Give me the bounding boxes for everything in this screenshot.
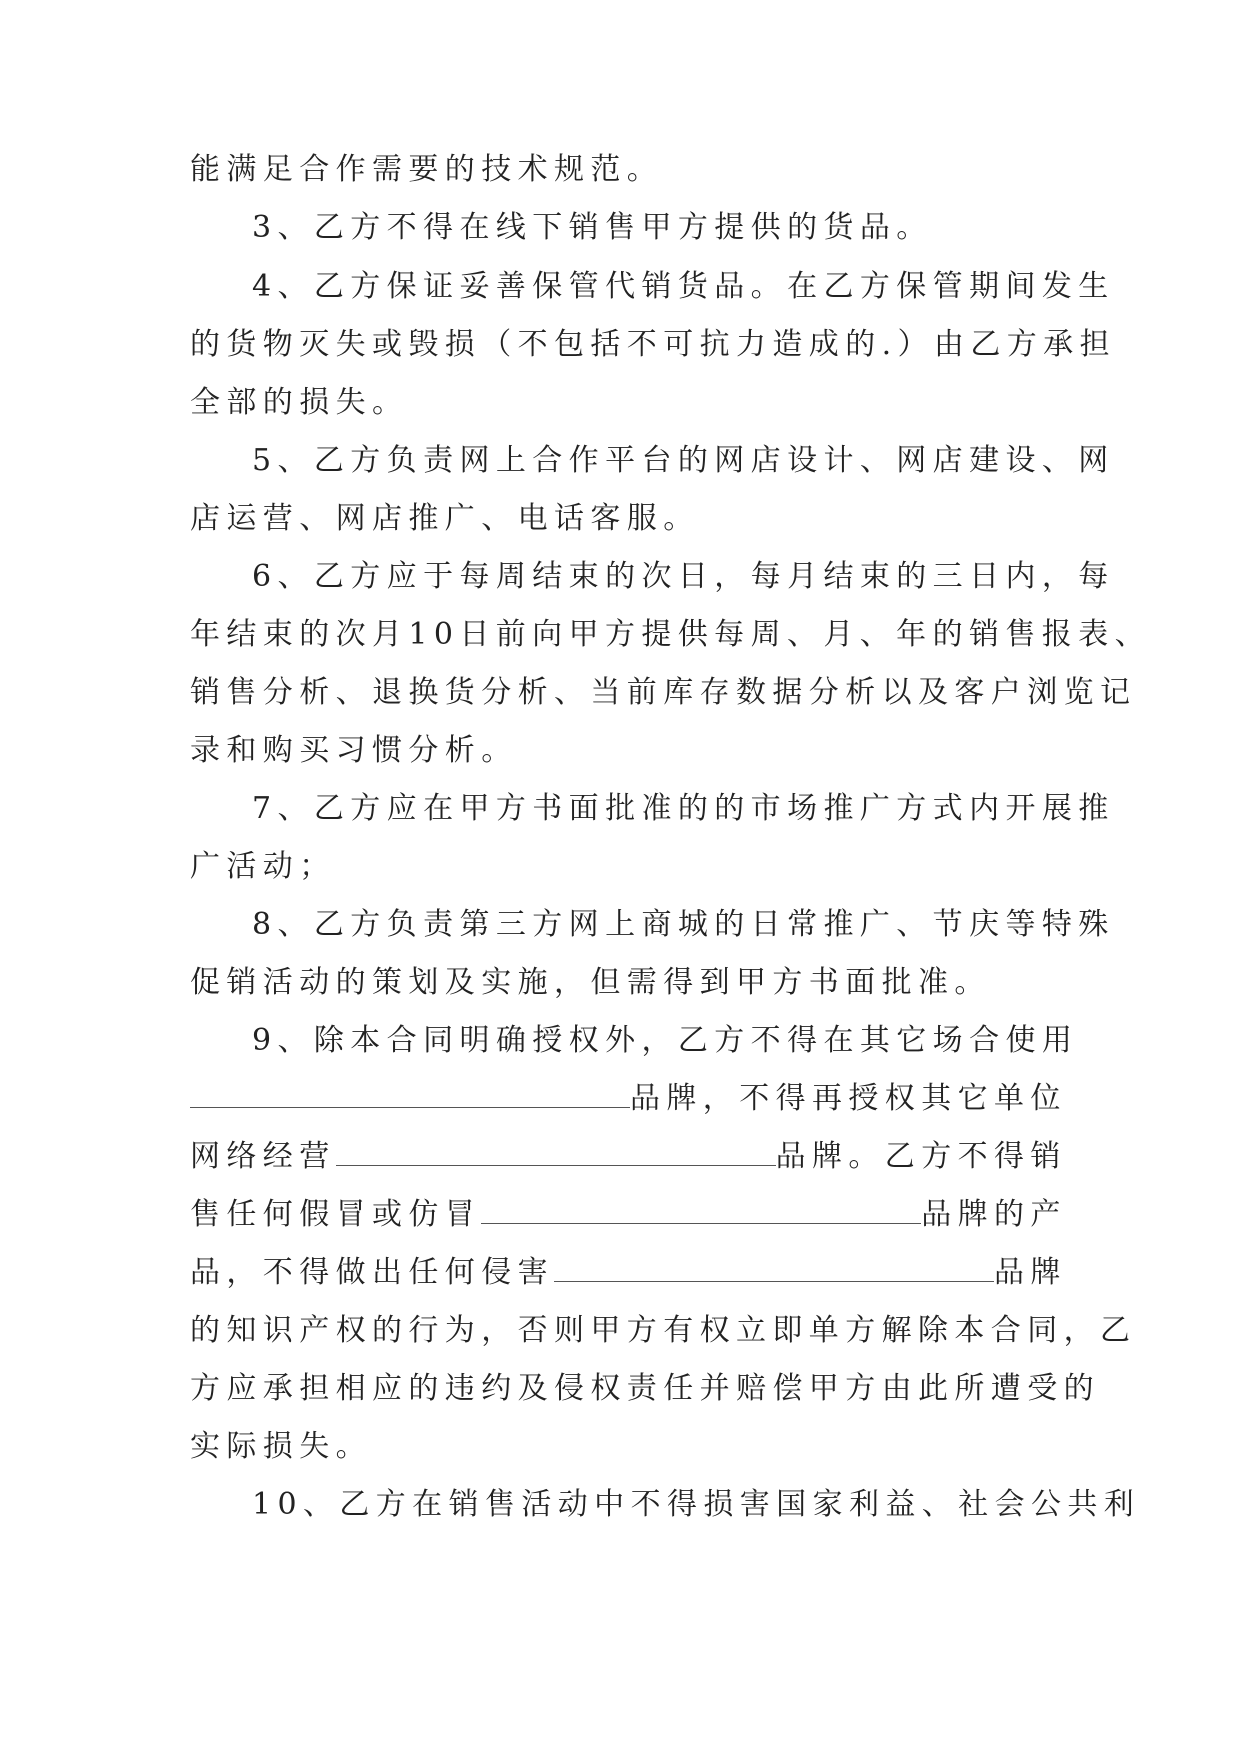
text-line-19: [190, 1197, 1067, 1233]
text-line-14: 8、乙方负责第三方网上商城的日常推广、节庆等特殊: [252, 907, 1115, 942]
text-line-10: 销售分析、退换货分析、当前库存数据分析以及客户浏览记: [190, 675, 1137, 710]
text-line-18: [190, 1139, 1067, 1175]
line-text-before: 售任何假冒或仿冒: [190, 1197, 482, 1232]
line-text-after: 品牌，不得再授权其它单位: [630, 1081, 1067, 1116]
text-line-20: [190, 1255, 1067, 1291]
fill-in-blank: [554, 1255, 994, 1282]
text-line-24: 10、乙方在销售活动中不得损害国家利益、社会公共利: [252, 1487, 1141, 1522]
text-line-2: 3、乙方不得在线下销售甲方提供的货品。: [252, 210, 933, 245]
line-text-before: 品，不得做出任何侵害: [190, 1255, 554, 1290]
line-text-after: 品牌的产: [921, 1197, 1067, 1232]
text-line-11: 录和购买习惯分析。: [190, 733, 518, 768]
text-line-22: 方应承担相应的违约及侵权责任并赔偿甲方由此所遭受的: [190, 1371, 1100, 1406]
text-line-16: 9、除本合同明确授权外，乙方不得在其它场合使用: [252, 1023, 1079, 1058]
text-line-9: 年结束的次月10日前向甲方提供每周、月、年的销售报表、: [190, 617, 1151, 652]
text-line-17: [190, 1081, 1067, 1117]
line-text-before: 网络经营: [190, 1139, 336, 1174]
text-line-7: 店运营、网店推广、电话客服。: [190, 501, 700, 536]
line-text-after: 品牌: [994, 1255, 1067, 1290]
text-line-23: 实际损失。: [190, 1429, 372, 1464]
text-line-5: 全部的损失。: [190, 385, 409, 420]
fill-in-blank: [481, 1197, 921, 1224]
text-line-1: 能满足合作需要的技术规范。: [190, 152, 664, 187]
fill-in-blank: [336, 1139, 776, 1166]
line-text-after: 品牌。乙方不得销: [775, 1139, 1067, 1174]
text-line-8: 6、乙方应于每周结束的次日，每月结束的三日内，每: [252, 559, 1115, 594]
text-line-6: 5、乙方负责网上合作平台的网店设计、网店建设、网: [252, 443, 1115, 478]
text-line-12: 7、乙方应在甲方书面批准的的市场推广方式内开展推: [252, 791, 1115, 826]
text-line-4: 的货物灭失或毁损（不包括不可抗力造成的.）由乙方承担: [190, 327, 1116, 362]
text-line-13: 广活动；: [190, 849, 336, 884]
fill-in-blank: [190, 1081, 630, 1108]
text-line-3: 4、乙方保证妥善保管代销货品。在乙方保管期间发生: [252, 269, 1115, 304]
text-line-15: 促销活动的策划及实施，但需得到甲方书面批准。: [190, 965, 991, 1000]
text-line-21: 的知识产权的行为，否则甲方有权立即单方解除本合同，乙: [190, 1313, 1137, 1348]
